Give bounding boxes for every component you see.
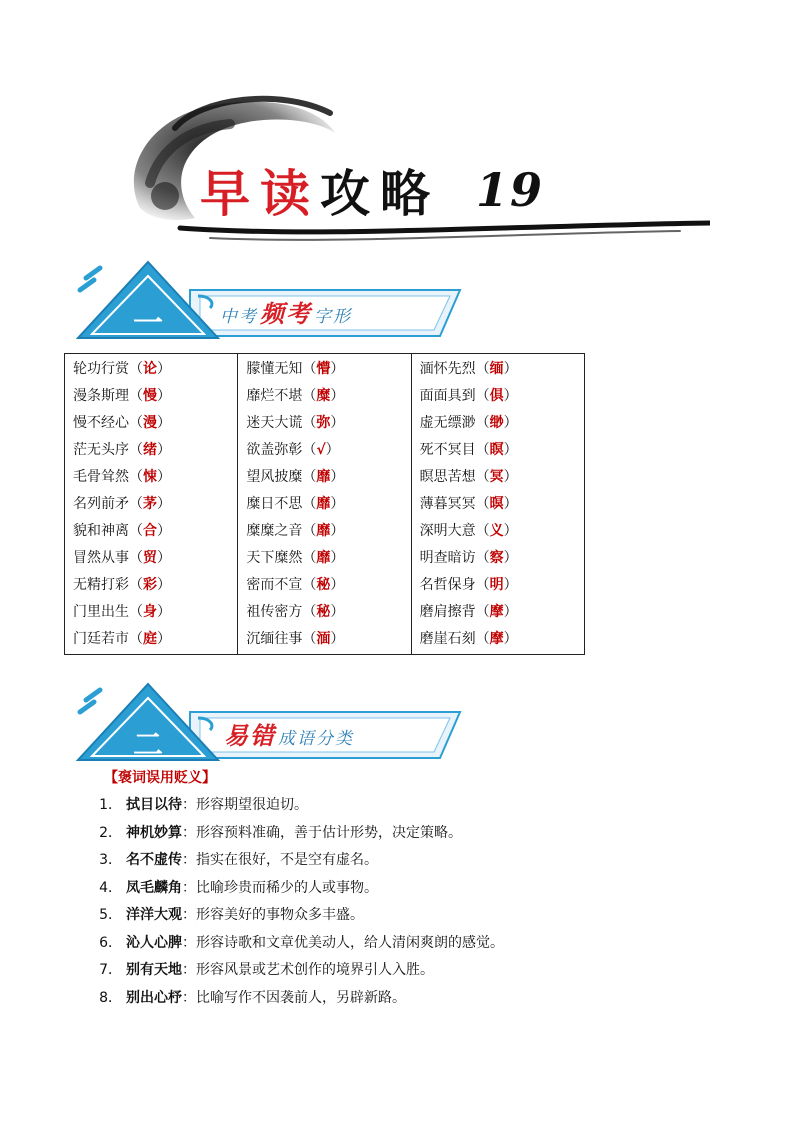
correct-character: 弥 [316,415,331,431]
idiom-word: 瞑思苦想 [419,469,476,485]
idiom-list [98,792,504,1012]
table-cell: 迷天大谎（弥） [246,415,345,431]
idiom-word: 慢不经心 [73,415,129,431]
idiom-word: 名哲保身 [419,577,476,593]
table-cell: 糜糜之音（靡） [246,523,345,539]
correct-character: 慢 [143,388,157,404]
list-item [98,875,504,903]
correct-character: 靡 [316,523,331,539]
section-number: 二 [133,728,163,763]
idiom-word: 虚无缥渺 [419,415,476,431]
table-cell: 天下糜然（靡） [246,550,345,566]
list-item-def: ：形容预料准确，善于估计形势，决定策略。 [182,824,462,841]
table-cell: 明查暗访（察） [419,550,518,566]
table-cell: 深明大意（义） [419,523,518,539]
correct-character: 缅 [489,361,504,377]
idiom-word: 祖传密方 [246,604,303,620]
list-item-def: ：比喻写作不因袭前人，另辟新路。 [182,989,406,1006]
list-item-term: 凤毛麟角 [126,879,182,896]
title-part-red: 早读 [200,164,320,223]
idiom-word: 薄暮冥冥 [419,496,476,512]
section-header-1 [70,258,470,356]
table-cell: 密而不宣（秘） [246,577,345,593]
table-cell: 虚无缥渺（缈） [419,415,518,431]
idiom-word: 冒然从事 [73,550,129,566]
idiom-word: 望风披糜 [246,469,303,485]
list-item-term: 别有天地 [126,962,182,978]
title-number: 19 [476,163,545,217]
idiom-word: 迷天大谎 [246,415,303,431]
list-item-num: 6． [99,934,122,951]
correct-character: √ [316,442,326,458]
table-cell: 茫无头序（绪） [73,442,171,458]
idiom-word: 门里出生 [73,604,129,620]
list-item-def: ：形容诗歌和文章优美动人，给人清闲爽朗的感觉。 [182,934,504,951]
table-cell: 无精打彩（彩） [73,577,171,593]
idiom-word: 明查暗访 [419,550,476,566]
list-item-term: 洋洋大观 [126,907,182,923]
correct-character: 秘 [316,604,331,620]
page-title [200,150,544,230]
list-item [98,957,504,985]
table-cell: 门里出生（身） [73,604,171,620]
list-item-num: 5． [99,907,122,923]
list-item-def: ：形容美好的事物众多丰盛。 [182,907,364,923]
correct-character: 摩 [489,604,504,620]
idiom-word: 毛骨耸然 [73,469,129,485]
table-cell: 冒然从事（贸） [73,550,171,566]
table-cell: 望风披糜（靡） [246,469,345,485]
idiom-word: 糜日不思 [246,496,303,512]
correct-character: 靡 [316,550,331,566]
idiom-word: 轮功行赏 [73,361,129,377]
list-item-def: ：形容期望很迫切。 [182,797,308,813]
list-item [98,985,504,1013]
table-cell: 面面具到（俱） [419,388,518,404]
list-item-num: 7． [99,962,122,978]
correct-character: 糜 [316,388,331,404]
section-title: 中考 频考 字形 [220,299,352,328]
correct-character: 懵 [316,361,331,377]
list-item [98,930,504,958]
list-item-num: 8． [99,989,122,1006]
table-cell: 轮功行赏（论） [73,361,171,377]
correct-character: 秘 [316,577,331,593]
correct-character: 冥 [489,469,504,485]
list-item-def: ：形容风景或艺术创作的境界引人入胜。 [182,962,434,978]
correct-character: 身 [143,604,157,620]
list-item-term: 拭目以待 [126,797,182,813]
idiom-word: 死不冥目 [419,442,476,458]
correct-character: 茅 [143,496,157,512]
correct-character: 绪 [143,442,157,458]
idiom-word: 沉缅往事 [246,631,303,647]
list-item-def: ：指实在很好，不是空有虚名。 [182,852,378,868]
table-column [237,354,410,654]
correct-character: 靡 [316,496,331,512]
correct-character: 贸 [143,550,157,566]
idiom-word: 面面具到 [419,388,476,404]
idiom-word: 靡烂不堪 [246,388,303,404]
idiom-word: 湎怀先烈 [419,361,476,377]
idiom-word: 密而不宣 [246,577,303,593]
table-cell: 糜日不思（靡） [246,496,345,512]
correct-character: 俱 [489,388,504,404]
list-item [98,820,504,848]
table-cell: 名列前矛（茅） [73,496,171,512]
table-column [65,354,237,654]
idiom-word: 朦懂无知 [246,361,303,377]
list-item-num: 2． [99,824,122,841]
table-cell: 门廷若市（庭） [73,631,171,647]
list-item-term: 沁人心脾 [126,934,182,951]
table-cell: 名哲保身（明） [419,577,518,593]
correct-character: 彩 [143,577,157,593]
table-cell: 磨崖石刻（摩） [419,631,518,647]
idiom-word: 无精打彩 [73,577,129,593]
table-cell: 靡烂不堪（糜） [246,388,345,404]
idiom-word: 磨肩擦背 [419,604,476,620]
list-item-term: 神机妙算 [126,824,182,841]
idiom-word: 天下糜然 [246,550,303,566]
table-cell: 瞑思苦想（冥） [419,469,518,485]
table-cell: 漫条斯理（慢） [73,388,171,404]
list-item-def: ：比喻珍贵而稀少的人或事物。 [182,879,378,896]
title-part-black: 攻略 [320,164,440,223]
list-item-num: 3． [99,852,122,868]
correct-character: 暝 [489,496,504,512]
correct-character: 悚 [143,469,157,485]
idiom-correction-table [64,353,585,655]
correct-character: 论 [143,361,157,377]
correct-character: 明 [489,577,504,593]
idiom-word: 貌和神离 [73,523,129,539]
title-banner [120,88,710,258]
section-number: 一 [133,306,163,341]
table-cell: 欲盖弥彰（√） [246,442,340,458]
table-cell: 貌和神离（合） [73,523,171,539]
table-cell: 磨肩擦背（摩） [419,604,518,620]
correct-character: 义 [489,523,504,539]
list-item [98,792,504,820]
table-cell: 朦懂无知（懵） [246,361,345,377]
idiom-word: 磨崖石刻 [419,631,476,647]
section-header-2 [70,680,470,778]
correct-character: 靡 [316,469,331,485]
idiom-word: 茫无头序 [73,442,129,458]
list-item-term: 名不虚传 [126,852,182,868]
idiom-word: 深明大意 [419,523,476,539]
table-cell: 薄暮冥冥（暝） [419,496,518,512]
list-item-num: 1． [99,797,122,813]
table-column [411,354,584,654]
table-cell: 湎怀先烈（缅） [419,361,518,377]
section-title: 易错 成语分类 [224,721,354,750]
correct-character: 摩 [489,631,504,647]
idiom-word: 漫条斯理 [73,388,129,404]
correct-character: 合 [143,523,157,539]
idiom-word: 欲盖弥彰 [246,442,303,458]
correct-character: 瞑 [489,442,504,458]
table-cell: 死不冥目（瞑） [419,442,518,458]
table-cell: 祖传密方（秘） [246,604,345,620]
category-label: 【褒词误用贬义】 [104,770,216,786]
correct-character: 察 [489,550,504,566]
correct-character: 湎 [316,631,331,647]
list-item [98,902,504,930]
idiom-word: 名列前矛 [73,496,129,512]
correct-character: 漫 [143,415,157,431]
correct-character: 庭 [143,631,157,647]
list-item-num: 4． [99,879,122,896]
table-cell: 沉缅往事（湎） [246,631,345,647]
idiom-word: 糜糜之音 [246,523,303,539]
idiom-word: 门廷若市 [73,631,129,647]
list-item-term: 别出心杼 [126,989,182,1006]
correct-character: 缈 [489,415,504,431]
table-cell: 慢不经心（漫） [73,415,171,431]
table-cell: 毛骨耸然（悚） [73,469,171,485]
list-item [98,847,504,875]
